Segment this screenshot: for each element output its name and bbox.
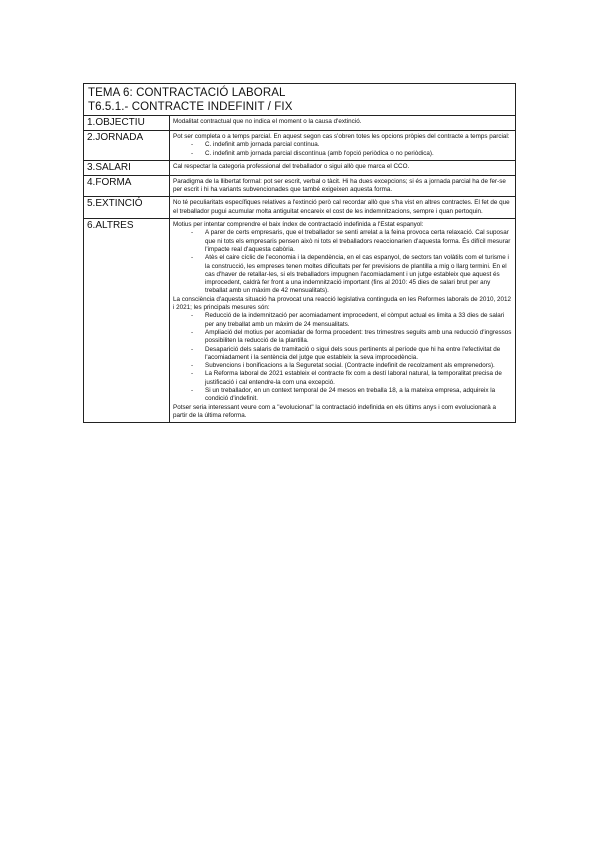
list-item: - Subvencions i bonificacions a la Seguretat social. (Contracte indefinit de recolzament als emprenedors). bbox=[191, 362, 512, 370]
document-table-container bbox=[83, 83, 516, 423]
row-content-extincio bbox=[170, 197, 516, 219]
contract-table bbox=[84, 116, 515, 422]
list-item: - Atès el caire cíclic de l'economia i la dependència, en el cas espanyol, de sectors tan volàtils com el turisme i la construcció, les empreses tenen moltes dificultats per fer previsions de plantilla a mig o llarg termini. En el cas d'haver de retallar-les, si els treballadors impugnen l'acomiadament i un jutge estableix que aquest és improcedent, caldrà fer front a una indemnització important (fins al 2010: 45 dies de salari brut per any treballat amb un màxim de 42 mensualitats). bbox=[191, 254, 512, 295]
row-content-altres bbox=[170, 219, 516, 423]
row-label-salari: 3.SALARI bbox=[84, 160, 170, 175]
row-label-objectiu: 1.OBJECTIU bbox=[84, 116, 170, 131]
table-row bbox=[84, 116, 515, 131]
list-item: - Reducció de la indemnització per acomiadament improcedent, el còmput actual es limita a 33 dies de salari per any treballat amb un màxim de 24 mensualitats. bbox=[191, 312, 512, 329]
forma-text: Paradigma de la llibertat formal: pot ser escrit, verbal o tàcit. Hi ha dues excepcions; si és a jornada parcial ha de fer-se per escrit i hi ha variants subvencionades que també exigeixen aquesta forma. bbox=[173, 177, 506, 194]
salari-text: Cal respectar la categoria professional del treballador o sigui allò que marca el CCO. bbox=[173, 162, 410, 170]
list-item: - Desaparició dels salaris de tramitació o sigui dels sous pertinents al període que hi ha entre l'efectivitat de l'acomiadament i la sentència del jutge que estableix la seva improcedència. bbox=[191, 346, 512, 363]
row-content-objectiu bbox=[170, 116, 516, 131]
row-content-forma bbox=[170, 175, 516, 197]
table-row bbox=[84, 160, 515, 175]
table-row bbox=[84, 219, 515, 423]
table-row bbox=[84, 197, 515, 219]
jornada-text: Pot ser completa o a temps parcial. En aquest segon cas s'obren totes les opcions pròpies del contracte a temps parcial: bbox=[173, 133, 510, 140]
jornada-list bbox=[173, 141, 512, 158]
extincio-text: No té peculiaritats específiques relatives a l'extinció però cal recordar allò que s'ha vist en altres contractes. El fet de que el treballador pugui acumular molta antiguitat encareix el cost de les indemnitzacions, sempre i quan pertoquin. bbox=[173, 199, 510, 215]
row-label-altres: 6.ALTRES bbox=[84, 219, 170, 423]
row-label-jornada: 2.JORNADA bbox=[84, 131, 170, 161]
list-item: - Ampliació del motius per acomiadar de forma procedent: tres trimestres seguits amb una reducció d'ingressos possibiliten la reducció de la plantilla. bbox=[191, 329, 512, 346]
altres-outro: Potser seria interessant veure com a "evolucionat" la contractació indefinida en els últims anys i com evolucionarà a partir de la última reforma. bbox=[173, 403, 496, 419]
list-item: - C. indefinit amb jornada parcial contínua. bbox=[191, 141, 512, 149]
row-label-extincio: 5.EXTINCIÓ bbox=[84, 197, 170, 219]
row-content-jornada bbox=[170, 131, 516, 161]
title-block bbox=[84, 84, 515, 116]
objectiu-text: Modalitat contractual que no indica el moment o la causa d'extinció. bbox=[173, 118, 362, 125]
topic-title: TEMA 6: CONTRACTACIÓ LABORAL bbox=[88, 87, 286, 99]
subtopic-title: T6.5.1.- CONTRACTE INDEFINIT / FIX bbox=[88, 101, 293, 113]
table-row bbox=[84, 131, 515, 161]
list-item: - A parer de certs empresaris, que el treballador se senti arrelat a la feina provoca certa relaxació. Cal suposar que ni tots els empresaris pensen això ni tots el treballadors reaccionarien d'aquesta forma. És difícil mesurar l'impacte real d'aquesta cabòria. bbox=[191, 229, 512, 254]
altres-intro: Motius per intentar comprendre el baix índex de contractació indefinida a l'Estat espanyol: bbox=[173, 221, 424, 229]
list-item: - La Reforma laboral de 2021 estableix el contracte fix com a destí laboral natural, la temporalitat precisa de justificació i cal entendre-la com una excepció. bbox=[191, 370, 512, 387]
altres-middle: La consciència d'aquesta situació ha provocat una reacció legislativa continguda en les Reformes laborals de 2010, 2012 i 2021; les principals mesures són: bbox=[173, 295, 511, 312]
altres-list-reasons bbox=[173, 229, 512, 295]
row-content-salari bbox=[170, 160, 516, 175]
list-item: - Si un treballador, en un context temporal de 24 mesos en treballa 18, a la mateixa empresa, adquireix la condició d'indefinit. bbox=[191, 387, 512, 404]
table-row bbox=[84, 175, 515, 197]
list-item: - C. indefinit amb jornada parcial discontínua (amb l'opció periòdica o no periòdica). bbox=[191, 150, 512, 158]
row-label-forma: 4.FORMA bbox=[84, 175, 170, 197]
altres-list-measures bbox=[173, 312, 512, 403]
